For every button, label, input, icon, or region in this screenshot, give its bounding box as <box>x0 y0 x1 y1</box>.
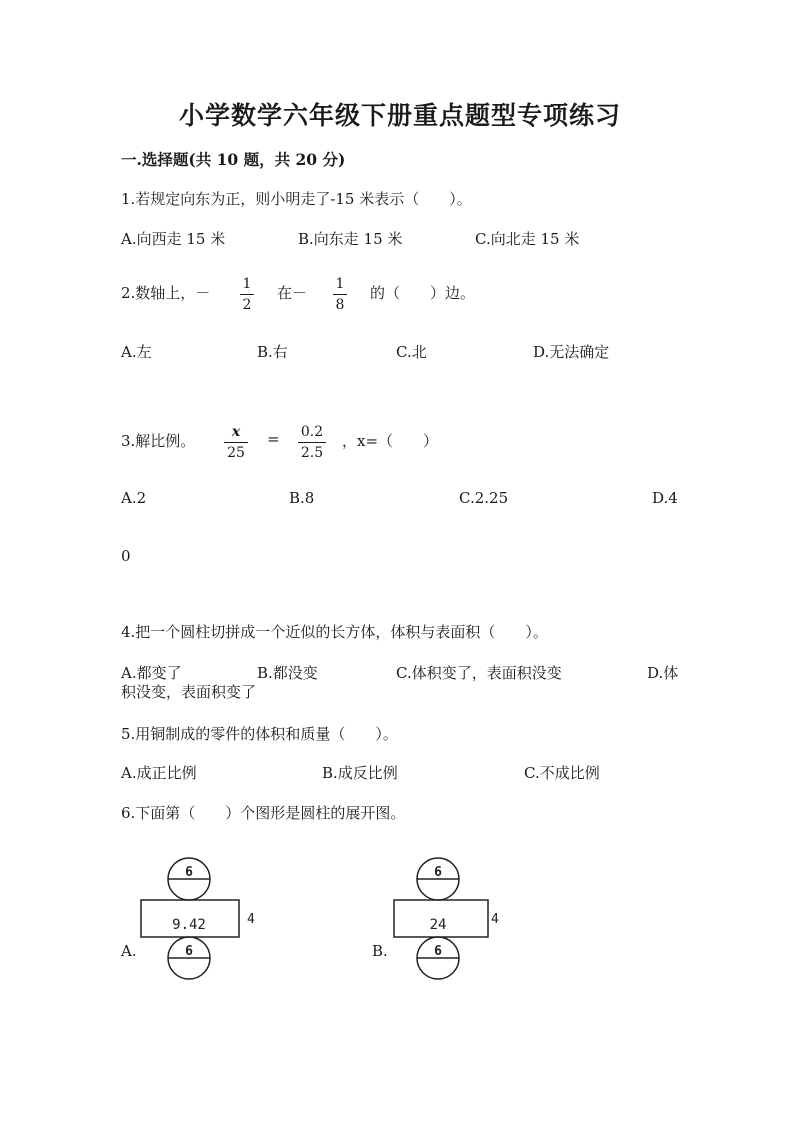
q4-option-d-continuation: 积没变，表面积变了 <box>121 683 257 701</box>
fraction-bar <box>333 294 347 295</box>
q3-frac1-numerator: x <box>231 424 241 440</box>
rectangle-length-label: 24 <box>429 917 447 933</box>
q2-frac1-numerator: 1 <box>242 276 252 292</box>
q5-option-b[interactable]: B.成反比例 <box>322 764 398 782</box>
q3-option-a[interactable]: A.2 <box>121 489 147 507</box>
rectangle-length-label: 9.42 <box>172 917 206 933</box>
q3-option-d-continuation: 0 <box>121 547 131 565</box>
q2-option-b[interactable]: B.右 <box>257 343 288 361</box>
bottom-circle-diameter-label: 6 <box>434 944 442 959</box>
q4-option-a[interactable]: A.都变了 <box>121 664 182 682</box>
fraction-bar <box>240 294 254 295</box>
q3-option-d[interactable]: D.4 <box>652 489 678 507</box>
q2-frac2-numerator: 1 <box>335 276 345 292</box>
q2-option-c[interactable]: C.北 <box>396 343 427 361</box>
question-2-prefix: 2.数轴上，－ <box>121 284 211 302</box>
question-3-suffix: ，x=（ ） <box>342 432 439 450</box>
question-2-suffix: 的（ ）边。 <box>370 284 476 302</box>
q6-figure-a-label[interactable]: A. <box>121 942 137 960</box>
q3-frac2-denominator: 2.5 <box>300 445 324 461</box>
q1-option-b[interactable]: B.向东走 15 米 <box>298 230 403 248</box>
q3-fraction-1 <box>224 423 248 462</box>
q3-frac2-numerator: 0.2 <box>300 424 324 440</box>
q1-option-a[interactable]: A.向西走 15 米 <box>121 230 226 248</box>
q2-frac1-denominator: 2 <box>242 297 252 313</box>
q1-option-c[interactable]: C.向北走 15 米 <box>475 230 580 248</box>
q2-option-d[interactable]: D.无法确定 <box>533 343 610 361</box>
question-1: 1.若规定向东为正，则小明走了-15 米表示（ ）。 <box>121 190 472 208</box>
question-2-middle: 在－ <box>277 284 308 302</box>
q4-option-d[interactable]: D.体 <box>647 664 679 682</box>
top-circle-diameter-label: 6 <box>434 865 442 880</box>
fraction-bar <box>224 442 248 443</box>
q6-figure-b-net[interactable] <box>388 855 518 985</box>
q3-equals-sign: = <box>267 430 280 448</box>
question-6: 6.下面第（ ）个图形是圆柱的展开图。 <box>121 804 406 822</box>
q6-figure-b-label[interactable]: B. <box>372 942 388 960</box>
q4-option-c[interactable]: C.体积变了，表面积没变 <box>396 664 562 682</box>
q3-option-c[interactable]: C.2.25 <box>459 489 509 507</box>
question-3-prefix: 3.解比例。 <box>121 432 196 450</box>
q2-fraction-1 <box>240 275 254 314</box>
rectangle-width-label: 4 <box>491 912 499 927</box>
rectangle-width-label: 4 <box>247 912 255 927</box>
question-5: 5.用铜制成的零件的体积和质量（ ）。 <box>121 725 398 743</box>
q2-fraction-2 <box>333 275 347 314</box>
section-heading: 一.选择题(共 10 题，共 20 分) <box>121 150 346 169</box>
q5-option-c[interactable]: C.不成比例 <box>524 764 600 782</box>
q2-option-a[interactable]: A.左 <box>121 343 152 361</box>
question-4: 4.把一个圆柱切拼成一个近似的长方体，体积与表面积（ ）。 <box>121 623 548 641</box>
q3-frac1-denominator: 25 <box>227 445 245 461</box>
q3-option-b[interactable]: B.8 <box>289 489 315 507</box>
q3-fraction-2 <box>298 423 326 462</box>
fraction-bar <box>298 442 326 443</box>
q4-option-b[interactable]: B.都没变 <box>257 664 318 682</box>
top-circle-diameter-label: 6 <box>185 865 193 880</box>
q6-figure-a-net[interactable] <box>135 855 265 985</box>
bottom-circle-diameter-label: 6 <box>185 944 193 959</box>
q2-frac2-denominator: 8 <box>335 297 345 313</box>
q5-option-a[interactable]: A.成正比例 <box>121 764 197 782</box>
page-title: 小学数学六年级下册重点题型专项练习 <box>178 101 621 130</box>
